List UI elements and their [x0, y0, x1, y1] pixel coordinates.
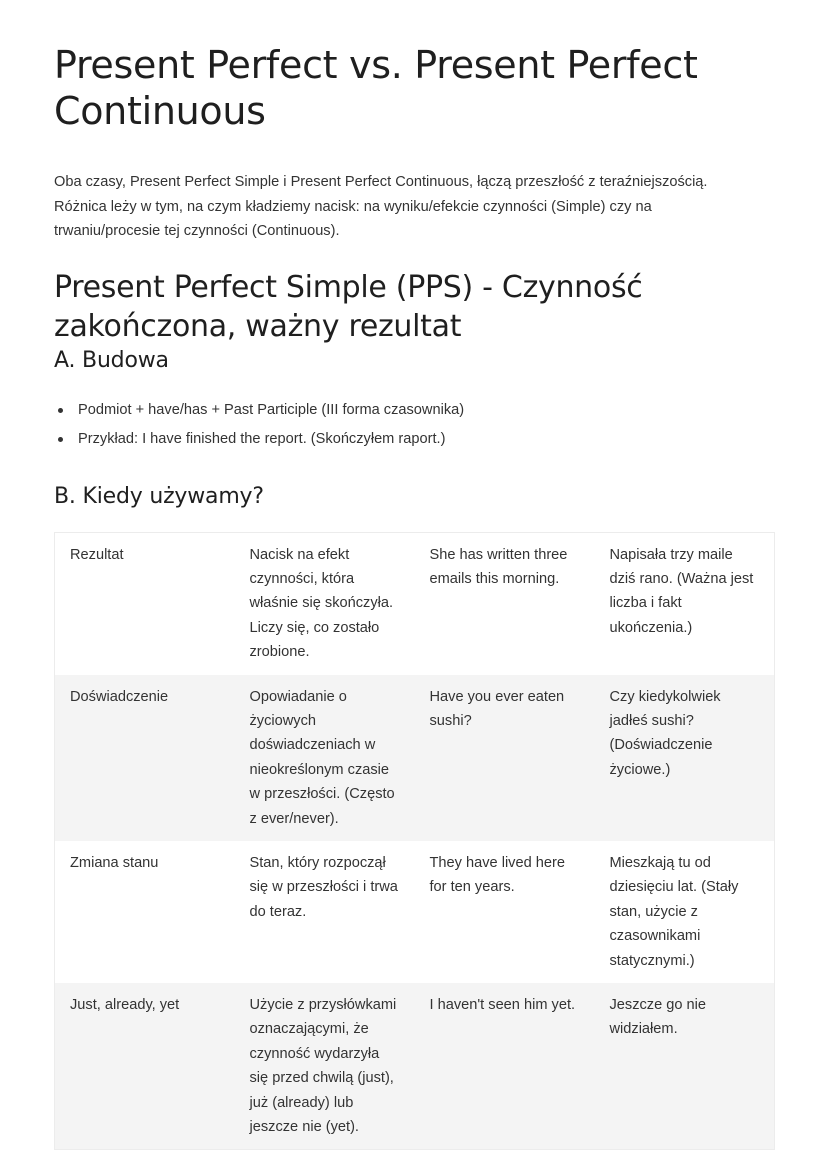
table-cell-translation: Jeszcze go nie widziałem.	[595, 983, 775, 1150]
table-cell-usage: Zmiana stanu	[55, 841, 235, 983]
list-item: Przykład: I have finished the report. (Skończyłem raport.)	[54, 425, 774, 454]
table-cell-example: I haven't seen him yet.	[415, 983, 595, 1150]
table-cell-translation: Mieszkają tu od dziesięciu lat. (Stały stan, użycie z czasownikami statycznymi.)	[595, 841, 775, 983]
section-heading-pps: Present Perfect Simple (PPS) - Czynność zakończona, ważny rezultat	[54, 269, 643, 344]
list-item: Podmiot + have/has + Past Participle (III forma czasownika)	[54, 396, 774, 425]
page-title: Present Perfect vs. Present Perfect Continuous	[54, 43, 698, 133]
table-cell-usage: Rezultat	[55, 532, 235, 675]
table-cell-translation: Czy kiedykolwiek jadłeś sushi? (Doświadczenie życiowe.)	[595, 675, 775, 841]
table-cell-usage: Doświadczenie	[55, 675, 235, 841]
table-cell-usage: Just, already, yet	[55, 983, 235, 1150]
subheading-budowa: A. Budowa	[54, 347, 169, 373]
table-cell-example: Have you ever eaten sushi?	[415, 675, 595, 841]
subheading-kiedy: B. Kiedy używamy?	[54, 483, 264, 509]
table-cell-description: Opowiadanie o życiowych doświadczeniach w nieokreślonym czasie w przeszłości. (Często z ever/never).	[235, 675, 415, 841]
table-row	[55, 841, 775, 983]
table-cell-description: Użycie z przysłówkami oznaczającymi, że czynność wydarzyła się przed chwilą (just), już (already) lub jeszcze nie (yet).	[235, 983, 415, 1150]
table-cell-translation: Napisała trzy maile dziś rano. (Ważna jest liczba i fakt ukończenia.)	[595, 532, 775, 675]
intro-paragraph: Oba czasy, Present Perfect Simple i Present Perfect Continuous, łączą przeszłość z teraźniejszością. Różnica leży w tym, na czym kładziemy nacisk: na wyniku/efekcie czynności (Simple) czy na trwaniu/procesie tej czynności (Continuous).	[54, 174, 708, 239]
usage-table	[54, 532, 775, 1151]
table-row	[55, 532, 775, 675]
table-cell-description: Nacisk na efekt czynności, która właśnie się skończyła. Liczy się, co zostało zrobione.	[235, 532, 415, 675]
table-cell-example: They have lived here for ten years.	[415, 841, 595, 983]
budowa-list	[54, 396, 774, 454]
table-cell-description: Stan, który rozpoczął się w przeszłości i trwa do teraz.	[235, 841, 415, 983]
table-row	[55, 983, 775, 1150]
table-row	[55, 675, 775, 841]
table-cell-example: She has written three emails this morning.	[415, 532, 595, 675]
